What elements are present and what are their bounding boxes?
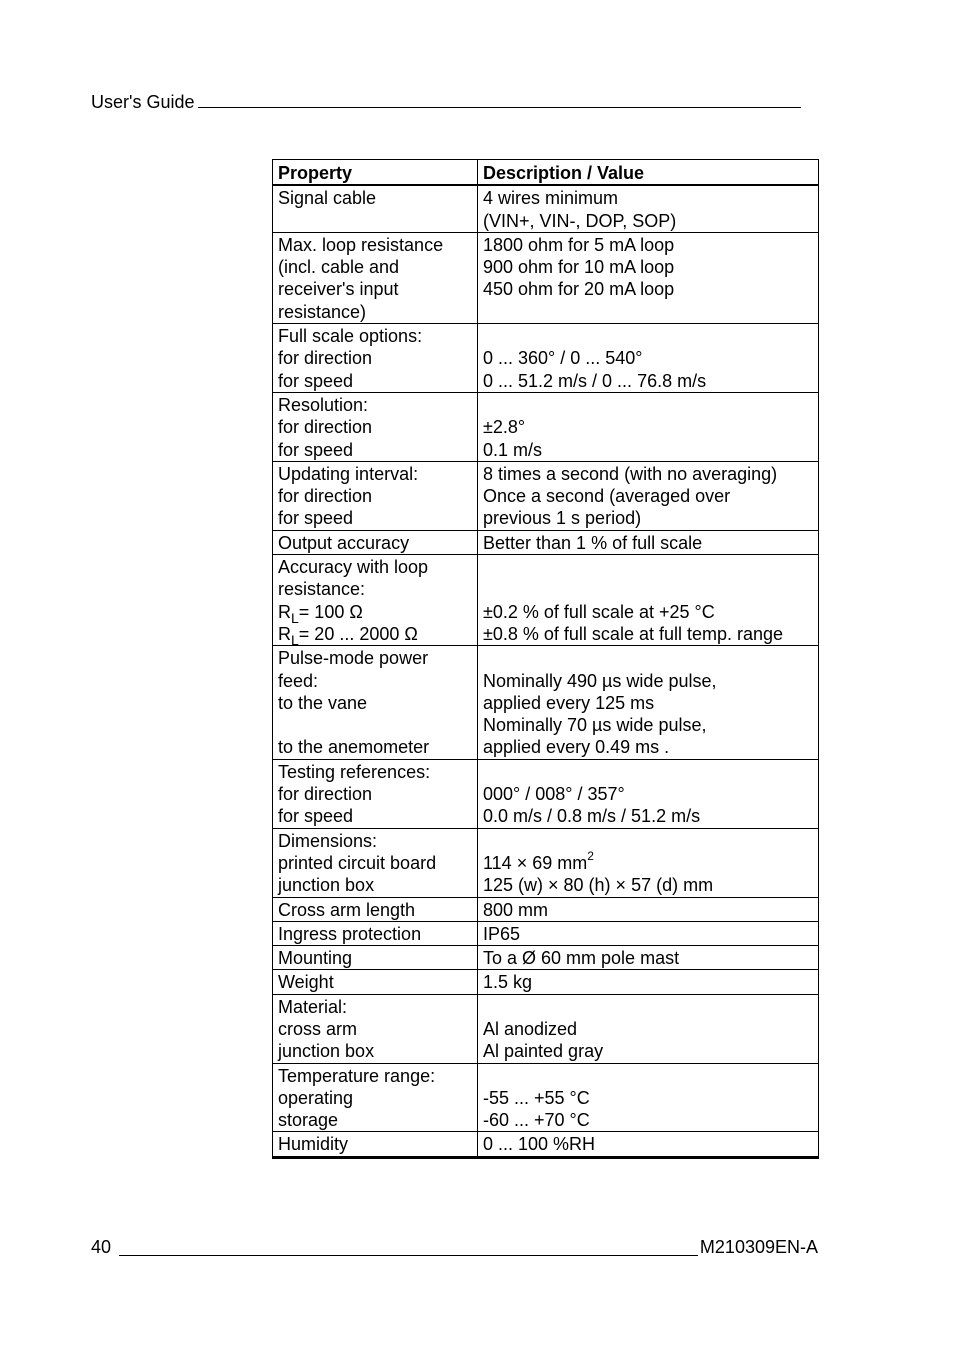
value-cell: -55 ... +55 °C -60 ... +70 °C bbox=[478, 1063, 819, 1132]
property-cell: Temperature range: operating storage bbox=[273, 1063, 478, 1132]
property-cell: Mounting bbox=[273, 946, 478, 970]
value-cell: 1800 ohm for 5 mA loop 900 ohm for 10 mA loop 450 ohm for 20 mA loop bbox=[478, 232, 819, 323]
table-row bbox=[273, 946, 819, 970]
value-cell: 4 wires minimum (VIN+, VIN-, DOP, SOP) bbox=[478, 185, 819, 232]
dimension-superscript: 2 bbox=[587, 848, 594, 863]
specifications-table bbox=[272, 159, 819, 1159]
value-cell: Nominally 490 µs wide pulse, applied every 125 ms Nominally 70 µs wide pulse, applied every 0.49 ms . bbox=[478, 646, 819, 759]
column-header-property: Property bbox=[273, 160, 478, 186]
table-row bbox=[273, 461, 819, 530]
property-cell: Dimensions: printed circuit board junction box bbox=[273, 828, 478, 897]
property-cell: Full scale options: for direction for speed bbox=[273, 324, 478, 393]
resistance-subscript: L bbox=[291, 631, 299, 648]
resistance-value: = 20 ... 2000 Ω bbox=[298, 623, 418, 644]
table-row bbox=[273, 828, 819, 897]
property-cell: Updating interval: for direction for speed bbox=[273, 461, 478, 530]
property-line: Accuracy with loop bbox=[278, 557, 429, 578]
property-cell: Material: cross arm junction box bbox=[273, 994, 478, 1063]
document-title: User's Guide bbox=[91, 92, 195, 112]
resistance-symbol: R bbox=[278, 623, 291, 644]
value-cell: 0 ... 100 %RH bbox=[478, 1132, 819, 1157]
value-cell: 000° / 008° / 357° 0.0 m/s / 0.8 m/s / 51.2 m/s bbox=[478, 759, 819, 828]
property-cell: Ingress protection bbox=[273, 921, 478, 945]
table-row bbox=[273, 530, 819, 554]
property-cell: Weight bbox=[273, 970, 478, 994]
resistance-symbol: R bbox=[278, 601, 291, 622]
dimension-pcb: 114 × 69 mm bbox=[483, 852, 588, 873]
page-header bbox=[91, 91, 801, 113]
value-cell: Al anodized Al painted gray bbox=[478, 994, 819, 1063]
page-footer bbox=[91, 1236, 818, 1258]
resistance-value: = 100 Ω bbox=[298, 601, 363, 622]
property-cell: Max. loop resistance (incl. cable and receiver's input resistance) bbox=[273, 232, 478, 323]
table-header-row bbox=[273, 160, 819, 186]
dimension-junction-box: 125 (w) × 80 (h) × 57 (d) mm bbox=[483, 875, 714, 896]
table-row bbox=[273, 970, 819, 994]
table-row bbox=[273, 232, 819, 323]
table-row bbox=[273, 555, 819, 646]
table-row bbox=[273, 324, 819, 393]
value-cell: 800 mm bbox=[478, 897, 819, 921]
value-cell bbox=[478, 828, 819, 897]
table-row bbox=[273, 759, 819, 828]
property-cell: Cross arm length bbox=[273, 897, 478, 921]
column-header-value: Description / Value bbox=[478, 160, 819, 186]
value-cell: IP65 bbox=[478, 921, 819, 945]
property-cell: Testing references: for direction for speed bbox=[273, 759, 478, 828]
property-cell bbox=[273, 555, 478, 646]
table-row bbox=[273, 185, 819, 232]
property-cell: Resolution: for direction for speed bbox=[273, 392, 478, 461]
value-cell: 0 ... 360° / 0 ... 540° 0 ... 51.2 m/s / 0 ... 76.8 m/s bbox=[478, 324, 819, 393]
page-number: 40 bbox=[91, 1237, 112, 1257]
document-code: M210309EN-A bbox=[699, 1237, 818, 1257]
value-cell: Better than 1 % of full scale bbox=[478, 530, 819, 554]
property-line: resistance: bbox=[278, 579, 366, 600]
header-rule bbox=[198, 91, 801, 108]
value-cell: To a Ø 60 mm pole mast bbox=[478, 946, 819, 970]
value-cell: 8 times a second (with no averaging) Once a second (averaged over previous 1 s period) bbox=[478, 461, 819, 530]
table-row bbox=[273, 897, 819, 921]
property-cell: Humidity bbox=[273, 1132, 478, 1157]
table-row bbox=[273, 646, 819, 759]
footer-rule bbox=[119, 1239, 698, 1256]
property-cell: Signal cable bbox=[273, 185, 478, 232]
value-cell: ±2.8° 0.1 m/s bbox=[478, 392, 819, 461]
resistance-subscript: L bbox=[291, 609, 299, 626]
table-row bbox=[273, 1132, 819, 1157]
value-cell: ±0.2 % of full scale at +25 °C ±0.8 % of full scale at full temp. range bbox=[478, 555, 819, 646]
property-cell: Pulse-mode power feed: to the vane to the anemometer bbox=[273, 646, 478, 759]
table-row bbox=[273, 392, 819, 461]
value-cell: 1.5 kg bbox=[478, 970, 819, 994]
table-row bbox=[273, 1063, 819, 1132]
table-row bbox=[273, 921, 819, 945]
table-row bbox=[273, 994, 819, 1063]
property-cell: Output accuracy bbox=[273, 530, 478, 554]
